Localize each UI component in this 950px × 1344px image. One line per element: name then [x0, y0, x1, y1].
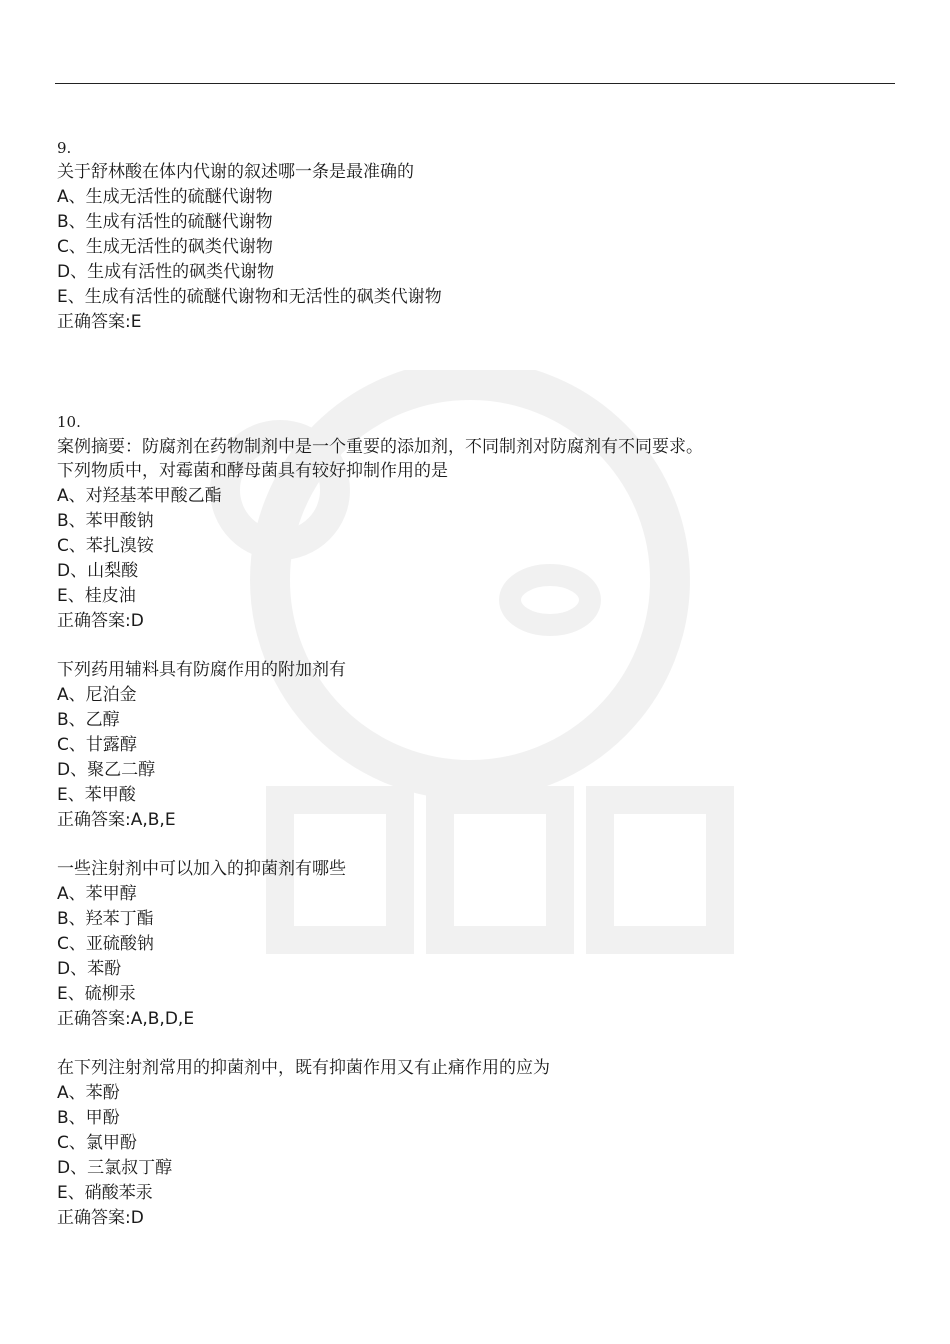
correct-answer: 正确答案:A,B,E: [57, 810, 176, 830]
question-stem: 在下列注射剂常用的抑菌剂中，既有抑菌作用又有止痛作用的应为: [57, 1058, 550, 1078]
question-stem: 一些注射剂中可以加入的抑菌剂有哪些: [57, 859, 346, 879]
header-rule: [55, 83, 895, 84]
question-number-10: 10.: [57, 413, 81, 431]
option-e: E、硫柳汞: [57, 984, 136, 1004]
option-e: E、苯甲酸: [57, 785, 136, 805]
option-a: A、苯酚: [57, 1083, 120, 1103]
option-e: E、生成有活性的硫醚代谢物和无活性的砜类代谢物: [57, 287, 442, 307]
option-c: C、甘露醇: [57, 735, 137, 755]
correct-answer: 正确答案:D: [57, 1208, 144, 1228]
question-number-9: 9.: [57, 139, 72, 157]
option-d: D、苯酚: [57, 959, 122, 979]
option-b: B、甲酚: [57, 1108, 120, 1128]
correct-answer: 正确答案:E: [57, 312, 142, 332]
case-summary: 案例摘要：防腐剂在药物制剂中是一个重要的添加剂，不同制剂对防腐剂有不同要求。: [57, 437, 703, 457]
option-e: E、桂皮油: [57, 586, 136, 606]
correct-answer: 正确答案:A,B,D,E: [57, 1009, 195, 1029]
question-stem: 关于舒林酸在体内代谢的叙述哪一条是最准确的: [57, 162, 414, 182]
correct-answer: 正确答案:D: [57, 611, 144, 631]
option-b: B、苯甲酸钠: [57, 511, 154, 531]
option-c: C、生成无活性的砜类代谢物: [57, 237, 273, 257]
option-d: D、生成有活性的砜类代谢物: [57, 262, 275, 282]
option-b: B、羟苯丁酯: [57, 909, 154, 929]
option-b: B、生成有活性的硫醚代谢物: [57, 212, 273, 232]
option-d: D、聚乙二醇: [57, 760, 156, 780]
question-stem: 下列药用辅料具有防腐作用的附加剂有: [57, 660, 346, 680]
option-a: A、生成无活性的硫醚代谢物: [57, 187, 273, 207]
option-d: D、三氯叔丁醇: [57, 1158, 173, 1178]
option-e: E、硝酸苯汞: [57, 1183, 153, 1203]
option-a: A、尼泊金: [57, 685, 137, 705]
option-a: A、对羟基苯甲酸乙酯: [57, 486, 222, 506]
option-c: C、亚硫酸钠: [57, 934, 154, 954]
option-c: C、氯甲酚: [57, 1133, 137, 1153]
question-stem: 下列物质中，对霉菌和酵母菌具有较好抑制作用的是: [57, 461, 448, 481]
option-b: B、乙醇: [57, 710, 120, 730]
option-c: C、苯扎溴铵: [57, 536, 154, 556]
option-d: D、山梨酸: [57, 561, 139, 581]
option-a: A、苯甲醇: [57, 884, 137, 904]
